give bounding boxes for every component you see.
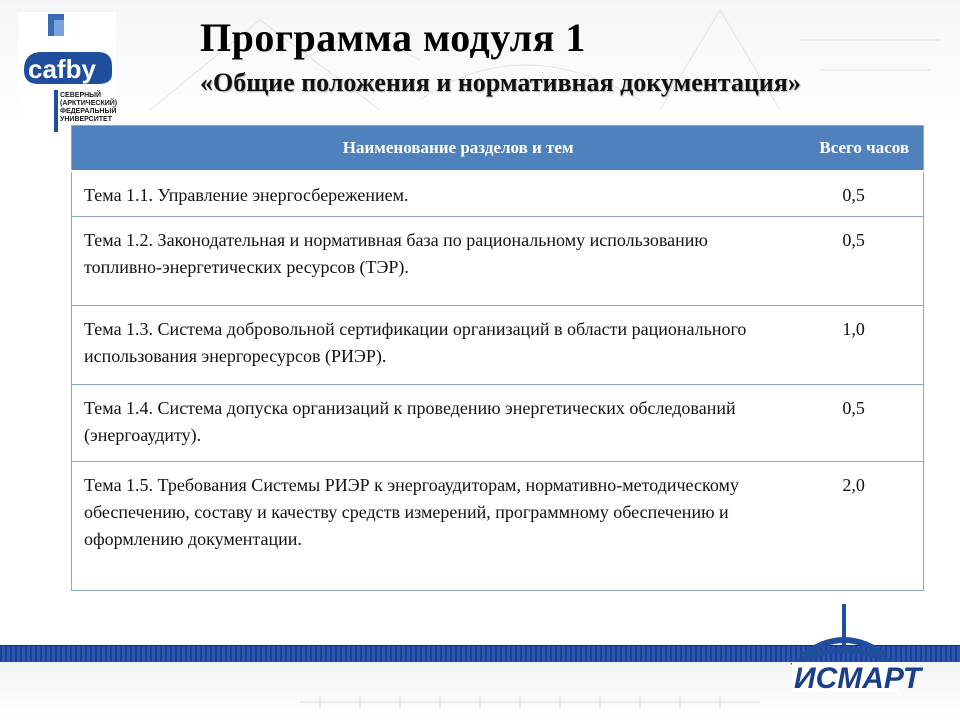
university-logo — [18, 12, 116, 132]
table-row — [72, 462, 924, 591]
hours-cell: 0,5 — [784, 217, 923, 306]
table-header-row — [72, 126, 924, 172]
hours-cell: 0,5 — [784, 385, 923, 462]
hours-cell: 1,0 — [784, 306, 923, 385]
module-program-table — [71, 125, 924, 591]
header-hours: Всего часов — [784, 126, 923, 172]
svg-text:cafby: cafby — [28, 54, 96, 84]
ismart-logo-icon — [780, 600, 930, 712]
topic-cell: Тема 1.2. Законодательная и нормативная база по рациональному использованию топливно-энергетических ресурсов (ТЭР). — [72, 217, 785, 306]
university-name: СЕВЕРНЫЙ (АРКТИЧЕСКИЙ) ФЕДЕРАЛЬНЫЙ УНИВЕРСИТЕТ — [60, 92, 118, 123]
page-subtitle: «Общие положения и нормативная документация» — [200, 68, 801, 97]
header-topic: Наименование разделов и тем — [72, 126, 785, 172]
hours-cell: 0,5 — [784, 171, 923, 217]
page-title: Программа модуля 1 — [200, 15, 586, 60]
table-row — [72, 217, 924, 306]
table-row — [72, 171, 924, 217]
ismart-logo — [780, 600, 930, 712]
hours-cell: 2,0 — [784, 462, 923, 591]
svg-text:ИСМАРТ: ИСМАРТ — [794, 662, 922, 695]
table-row — [72, 385, 924, 462]
topic-cell: Тема 1.3. Система добровольной сертификации организаций в области рационального использования энергоресурсов (РИЭР). — [72, 306, 785, 385]
table-row — [72, 306, 924, 385]
topic-cell: Тема 1.5. Требования Системы РИЭР к энергоаудиторам, нормативно-методическому обеспечению, составу и качеству средств измерений, программному обеспечению и оформлению документации. — [72, 462, 785, 591]
topic-cell: Тема 1.4. Система допуска организаций к проведению энергетических обследований (энергоаудиту). — [72, 385, 785, 462]
topic-cell: Тема 1.1. Управление энергосбережением. — [72, 171, 785, 217]
